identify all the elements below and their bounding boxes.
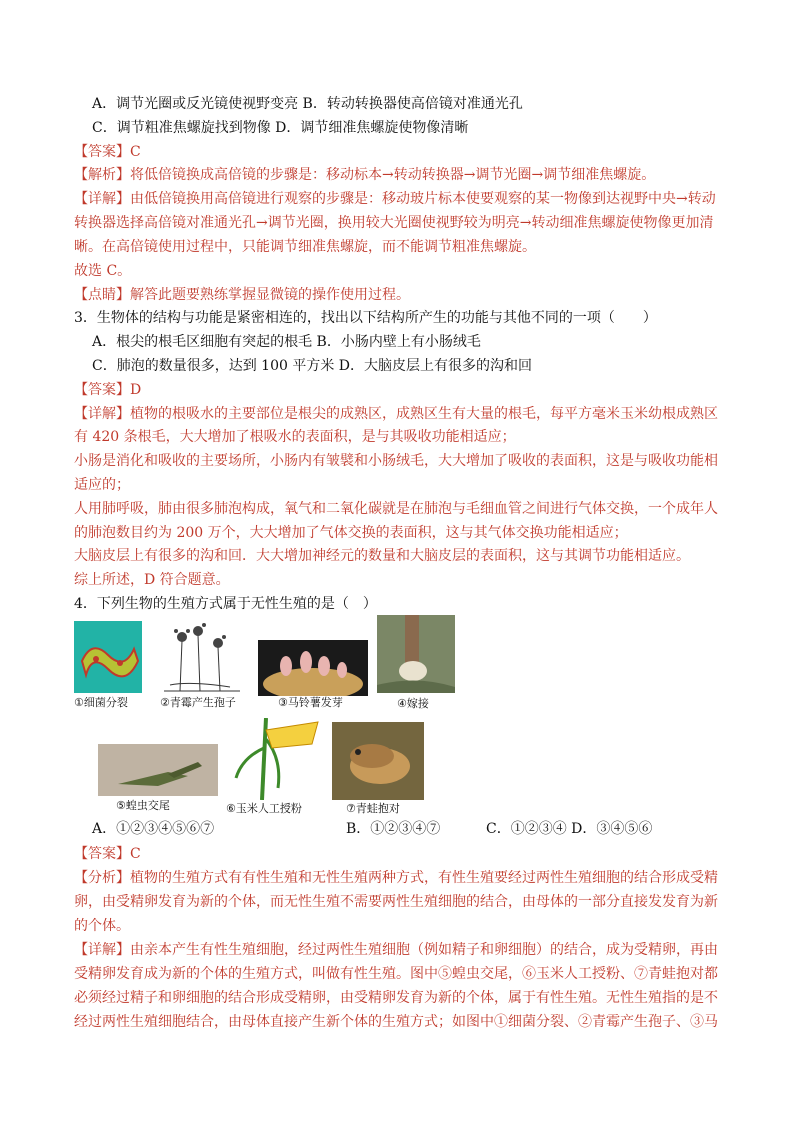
conclusion-line: 综上所述，D 符合题意。 <box>74 572 230 588</box>
potato-sprout-image <box>258 640 368 696</box>
detail-line: 适应的； <box>74 477 130 493</box>
figure-caption: ⑦青蛙抱对 <box>346 802 400 815</box>
answer-line: 【答案】C <box>74 846 141 862</box>
option-line: C．①②③④ D．③④⑤⑥ <box>486 821 653 837</box>
detail-line: 的肺泡数目约为 200 万个，大大增加了气体交换的表面积，这与其气体交换功能相适应； <box>74 525 628 541</box>
detail-line: 晰。在高倍镜使用过程中，只能调节细准焦螺旋，而不能调节粗准焦螺旋。 <box>74 239 536 255</box>
analysis-line: 【解析】将低倍镜换成高倍镜的步骤是：移动标本→转动转换器→调节光圈→调节细准焦螺旋。 <box>74 167 656 183</box>
corn-pollination-image <box>232 718 320 800</box>
detail-line: 人用肺呼吸，肺由很多肺泡构成，氧气和二氧化碳就是在肺泡与毛细血管之间进行气体交换，一个成年人 <box>74 501 718 517</box>
option-line: B．①②③④⑦ <box>346 821 441 837</box>
detail-line: 【详解】植物的根吸水的主要部位是根尖的成熟区，成熟区生有大量的根毛，每平方毫米玉米幼根成熟区 <box>74 406 718 422</box>
detail-line: 【详解】由低倍镜换用高倍镜进行观察的步骤是：移动玻片标本使要观察的某一物像到达视野中央→转动 <box>74 191 716 207</box>
option-line: A．①②③④⑤⑥⑦ <box>92 821 215 837</box>
option-line: A．根尖的根毛区细胞有突起的根毛 B．小肠内壁上有小肠绒毛 <box>92 334 481 350</box>
bacteria-division-image <box>74 621 142 693</box>
analysis-line: 的个体。 <box>74 918 130 934</box>
answer-line: 【答案】D <box>74 382 142 398</box>
figure-caption: ⑥玉米人工授粉 <box>226 802 302 815</box>
figure-caption: ①细菌分裂 <box>74 696 128 709</box>
option-line: C．调节粗准焦螺旋找到物像 D．调节细准焦螺旋使物像清晰 <box>92 120 469 136</box>
analysis-line: 卵，由受精卵发育为新的个体，而无性生殖不需要两性生殖细胞的结合，由母体的一部分直接发发育为新 <box>74 894 718 910</box>
detail-line: 小肠是消化和吸收的主要场所，小肠内有皱襞和小肠绒毛，大大增加了吸收的表面积，这是与吸收功能相 <box>74 453 718 469</box>
frog-amplexus-image <box>332 722 424 800</box>
detail-line: 【详解】由亲本产生有性生殖细胞，经过两性生殖细胞（例如精子和卵细胞）的结合，成为受精卵，再由 <box>74 942 718 958</box>
conclusion-line: 故选 C。 <box>74 263 132 279</box>
option-line: C．肺泡的数量很多，达到 100 平方米 D．大脑皮层上有很多的沟和回 <box>92 358 533 374</box>
grafting-image <box>377 615 455 693</box>
detail-line: 转换器选择高倍镜对准通光孔→调节光圈，换用较大光圈使视野较为明亮→转动细准焦螺旋使物像更加清 <box>74 215 714 231</box>
figure-caption: ③马铃薯发芽 <box>278 696 343 709</box>
option-line: A．调节光圈或反光镜使视野变亮 B．转动转换器使高倍镜对准通光孔 <box>92 96 523 112</box>
penicillium-image <box>160 621 244 693</box>
analysis-line: 【分析】植物的生殖方式有有性生殖和无性生殖两种方式，有性生殖要经过两性生殖细胞的结合形成受精 <box>74 870 718 886</box>
detail-line: 经过两性生殖细胞结合，由母体直接产生新个体的生殖方式；如图中①细菌分裂、②青霉产生孢子、③马 <box>74 1014 718 1030</box>
question-4: 4．下列生物的生殖方式属于无性生殖的是（ ） <box>74 596 377 612</box>
detail-line: 受精卵发育成为新的个体的生殖方式，叫做有性生殖。图中⑤蝗虫交尾，⑥玉米人工授粉、⑦青蛙抱对都 <box>74 966 718 982</box>
tip-line: 【点睛】解答此题要熟练掌握显微镜的操作使用过程。 <box>74 287 410 303</box>
detail-line: 必须经过精子和卵细胞的结合形成受精卵，由受精卵发育为新的个体，属于有性生殖。无性生殖指的是不 <box>74 990 718 1006</box>
locust-mating-image <box>98 744 218 796</box>
detail-line: 有 420 条根毛，大大增加了根吸水的表面积，是与其吸收功能相适应； <box>74 429 516 445</box>
figure-caption: ④嫁接 <box>397 697 429 710</box>
question-3: 3．生物体的结构与功能是紧密相连的，找出以下结构所产生的功能与其他不同的一项（ ） <box>74 310 657 326</box>
answer-line: 【答案】C <box>74 144 141 160</box>
detail-line: 大脑皮层上有很多的沟和回．大大增加神经元的数量和大脑皮层的表面积，这与其调节功能相适应。 <box>74 548 690 564</box>
figure-caption: ⑤蝗虫交尾 <box>116 799 170 812</box>
figure-caption: ②青霉产生孢子 <box>160 696 236 709</box>
